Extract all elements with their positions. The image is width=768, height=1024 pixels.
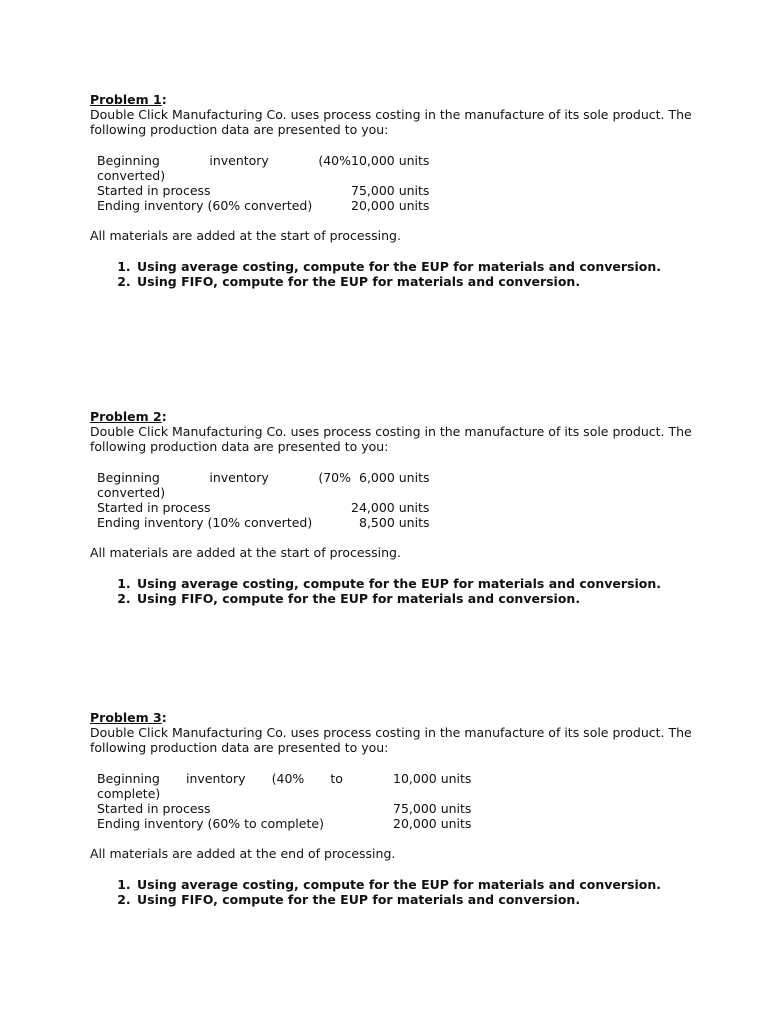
problem-title-colon: : <box>161 409 167 424</box>
row-description <box>97 153 351 183</box>
problem-title-label: Problem 1 <box>90 92 162 107</box>
task-item: 1. Using average costing, compute for the EUP for materials and conversion. <box>135 576 700 591</box>
problem-title-label: Problem 2 <box>90 409 162 424</box>
row-word: converted) <box>97 484 166 500</box>
table-row <box>97 153 429 183</box>
problem-intro: Double Click Manufacturing Co. uses process costing in the manufacture of its sole product. The following production data are presented to you: <box>90 725 692 756</box>
production-data-table <box>97 771 471 832</box>
row-word: (40% <box>271 770 305 786</box>
row-description-line <box>97 470 351 485</box>
row-quantity: 6,000 units <box>359 469 430 485</box>
task-item: 2. Using FIFO, compute for the EUP for materials and conversion. <box>135 892 700 907</box>
row-quantity: 10,000 units <box>351 152 430 168</box>
problem-title-colon: : <box>161 92 167 107</box>
problem-title-colon: : <box>161 710 167 725</box>
problem-intro: Double Click Manufacturing Co. uses process costing in the manufacture of its sole product. The following production data are presented to you: <box>90 107 692 138</box>
task-list <box>90 259 700 289</box>
task-item: 2. Using FIFO, compute for the EUP for materials and conversion. <box>135 274 700 289</box>
row-word: to <box>330 770 343 786</box>
table-row <box>97 515 430 530</box>
row-quantity: 75,000 units <box>393 801 472 817</box>
row-quantity: 75,000 units <box>351 183 430 199</box>
task-list <box>90 576 700 606</box>
table-row <box>97 183 429 198</box>
row-word: inventory <box>209 152 269 168</box>
task-list <box>90 877 700 907</box>
row-word: Beginning <box>97 152 160 168</box>
row-description: Ending inventory (10% converted) <box>97 515 313 531</box>
materials-note: All materials are added at the end of processing. <box>90 846 396 862</box>
task-item: 1. Using average costing, compute for the EUP for materials and conversion. <box>135 259 700 274</box>
task-item: 1. Using average costing, compute for the EUP for materials and conversion. <box>135 877 700 892</box>
row-description: Ending inventory (60% converted) <box>97 198 313 214</box>
problem-title-label: Problem 3 <box>90 710 162 725</box>
table-row <box>97 771 471 801</box>
table-row <box>97 816 471 831</box>
materials-note: All materials are added at the start of processing. <box>90 228 401 244</box>
row-description <box>97 771 393 801</box>
problem-title <box>90 92 700 107</box>
table-row <box>97 801 471 816</box>
row-description-line <box>97 771 343 786</box>
row-quantity: 10,000 units <box>393 770 472 786</box>
problem-2 <box>90 409 700 606</box>
row-word: inventory <box>209 469 269 485</box>
row-word: (40% <box>318 152 351 168</box>
row-quantity: 24,000 units <box>351 500 430 516</box>
table-row <box>97 198 429 213</box>
row-word: converted) <box>97 167 166 183</box>
materials-note: All materials are added at the start of processing. <box>90 545 401 561</box>
row-quantity: 20,000 units <box>393 816 472 832</box>
row-description: Started in process <box>97 801 211 817</box>
production-data-table <box>97 153 429 214</box>
row-word: inventory <box>185 770 246 786</box>
problem-1 <box>90 92 700 289</box>
row-word: complete) <box>97 785 161 801</box>
problem-title <box>90 710 700 725</box>
row-word: Beginning <box>97 770 160 786</box>
row-description: Started in process <box>97 183 211 199</box>
row-quantity: 20,000 units <box>351 198 430 214</box>
problem-3 <box>90 710 700 907</box>
row-word: (70% <box>318 469 351 485</box>
table-row <box>97 470 430 500</box>
row-description: Started in process <box>97 500 211 516</box>
production-data-table <box>97 470 430 531</box>
row-description-line <box>97 153 351 168</box>
problem-intro: Double Click Manufacturing Co. uses process costing in the manufacture of its sole product. The following production data are presented to you: <box>90 424 692 455</box>
problem-title <box>90 409 700 424</box>
row-description <box>97 470 351 500</box>
task-item: 2. Using FIFO, compute for the EUP for materials and conversion. <box>135 591 700 606</box>
row-description: Ending inventory (60% to complete) <box>97 816 324 832</box>
row-quantity: 8,500 units <box>359 515 430 531</box>
row-word: Beginning <box>97 469 160 485</box>
table-row <box>97 500 430 515</box>
